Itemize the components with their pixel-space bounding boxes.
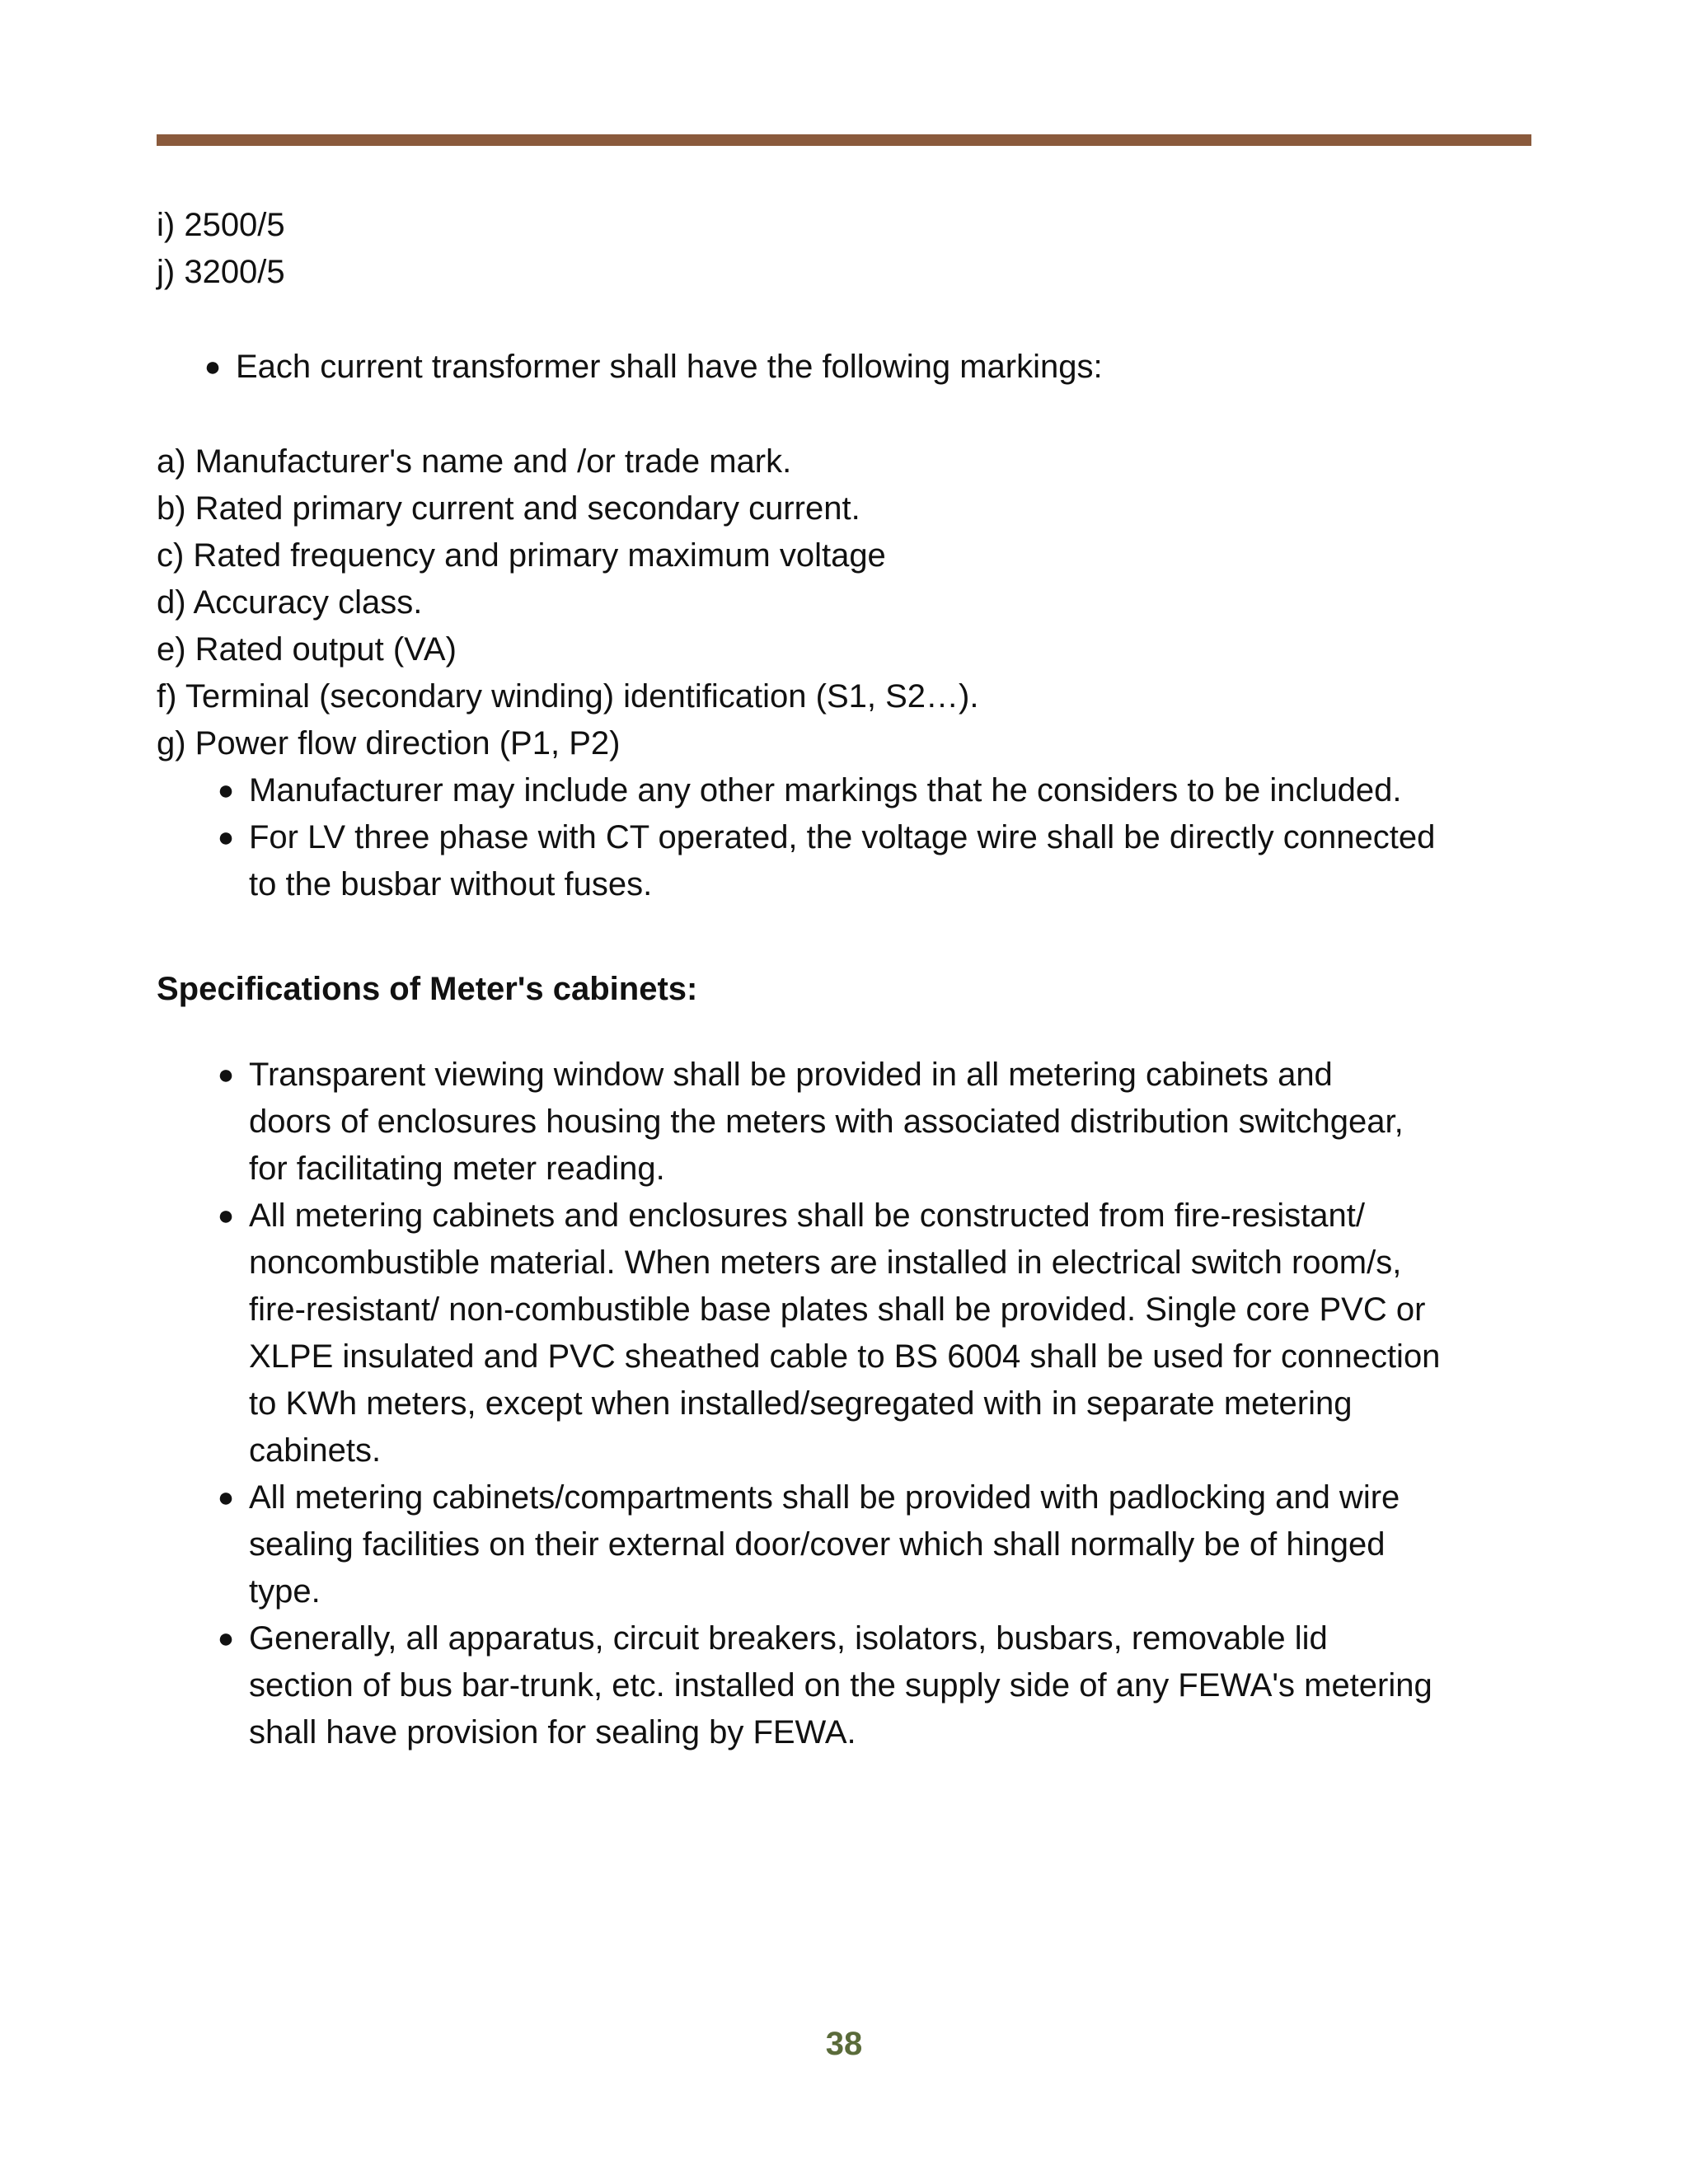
bullet-text: All metering cabinets and enclosures shall be constructed from fire-resistant/ noncombustible material. When meters are installed in electrical switch room/s, fire-resistant/ non-combustible base plates shall be provided. Single core PVC or XLPE insulated and PVC sheathed cable to BS 6004 shall be used for connection to KWh meters, except when installed/segregated with in separate metering cabinets. [249,1197,1441,1469]
list-item: e) Rated output (VA) [157,631,457,668]
bullet-icon: ● [217,1482,235,1513]
page-number: 38 [825,2026,863,2062]
list-item: a) Manufacturer's name and /or trade mark. [157,443,792,480]
bullet-text: Generally, all apparatus, circuit breakers, isolators, busbars, removable lid section of bus bar-trunk, etc. installed on the supply side of any FEWA's metering shall have provision for sealing by FEWA. [249,1620,1432,1750]
list-item: j) 3200/5 [157,254,285,290]
bullet-text: For LV three phase with CT operated, the voltage wire shall be directly connected to the busbar without fuses. [249,819,1436,902]
list-item: d) Accuracy class. [157,584,423,621]
cabinet-bullets [157,1052,1541,1756]
header-rule [157,134,1531,146]
bullet-icon: ● [217,1623,235,1654]
intro-bullet [157,344,1541,391]
bullet-text: Transparent viewing window shall be provided in all metering cabinets and doors of enclosures housing the meters with associated distribution switchgear, for facilitating meter reading. [249,1057,1404,1187]
bullet-icon: ● [217,1200,235,1231]
bullet-item [203,814,1541,908]
bullet-icon: ● [217,1059,235,1090]
bullet-text: Each current transformer shall have the following markings: [236,349,1103,385]
bullet-text: All metering cabinets/compartments shall be provided with padlocking and wire sealing facilities on their external door/cover which shall normally be of hinged type. [249,1479,1400,1610]
bullet-item [203,1052,1541,1193]
bullet-icon: ● [217,822,235,853]
markings-list [157,438,1541,767]
bullet-item [203,1193,1541,1474]
page-content [157,202,1541,1756]
list-item: c) Rated frequency and primary maximum voltage [157,537,886,574]
list-item: b) Rated primary current and secondary current. [157,490,860,527]
list-item: i) 2500/5 [157,207,285,243]
extra-bullets [157,767,1541,908]
list-item: g) Power flow direction (P1, P2) [157,725,621,762]
bullet-icon: ● [204,351,222,382]
bullet-item [203,1615,1541,1756]
bullet-item [203,767,1541,814]
list-item: f) Terminal (secondary winding) identification (S1, S2…). [157,678,979,715]
bullet-text: Manufacturer may include any other markings that he considers to be included. [249,772,1402,808]
section-heading: Specifications of Meter's cabinets: [157,971,698,1007]
bullet-item [203,1474,1541,1615]
bullet-icon: ● [217,775,235,806]
top-list [157,202,1541,296]
